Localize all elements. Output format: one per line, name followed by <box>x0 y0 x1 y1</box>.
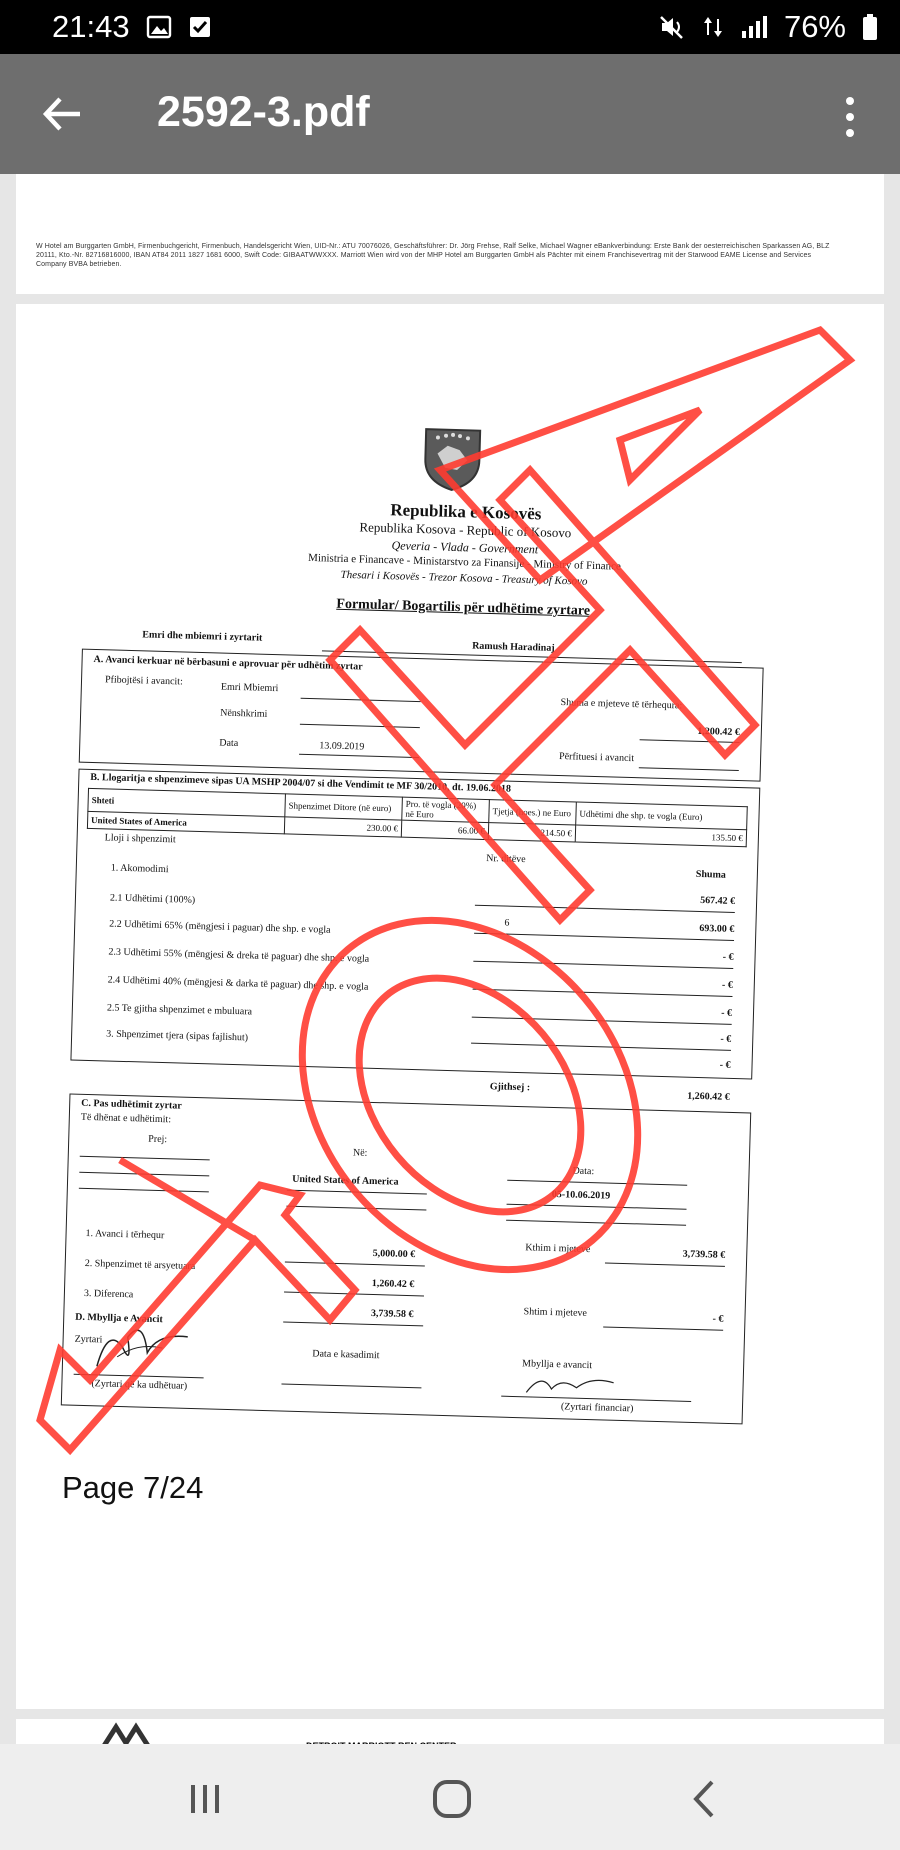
arrow-left-icon <box>38 90 86 138</box>
status-left <box>52 9 212 45</box>
list-item-amount: 567.42 € <box>699 894 736 907</box>
doc-header-line1: Republika e Kosovës <box>390 500 542 524</box>
return-value: 3,739.58 € <box>682 1248 726 1261</box>
total-label: Gjithsej : <box>489 1081 531 1094</box>
total-value: 1,260.42 € <box>687 1090 730 1103</box>
row1-label: 1. Avanci i tërhequr <box>85 1227 165 1242</box>
section-c-title: C. Pas udhëtimit zyrtar <box>81 1097 182 1112</box>
name-label: Emri Mbiemri <box>220 681 279 695</box>
page-indicator: Page 7/24 <box>62 1470 204 1505</box>
sign-label: Zyrtari <box>74 1333 103 1346</box>
list-item: 2.2 Udhëtimi 65% (mëngjesi i paguar) dhe shp. e vogla <box>109 918 331 936</box>
nav-back-button[interactable] <box>680 1774 730 1824</box>
list-item-amount: - € <box>720 1033 732 1045</box>
row3-value: 3,739.58 € <box>370 1307 414 1321</box>
status-time: 21:43 <box>52 9 130 44</box>
sign-caption: (Zyrtari që ka udhëtuar) <box>91 1378 188 1392</box>
signature-image-icon <box>87 1316 199 1379</box>
to-value: United States of America <box>292 1173 399 1188</box>
col-country: Shteti <box>88 788 286 816</box>
list-item-days: 6 <box>504 917 510 929</box>
nav-back-icon <box>680 1774 730 1824</box>
row-paid: 135.50 € <box>575 825 746 847</box>
row-pct: 66.00 € <box>401 820 488 839</box>
document-title: 2592-3.pdf <box>157 88 370 136</box>
to-label: Në: <box>352 1147 368 1159</box>
list-item-amount: 693.00 € <box>699 922 735 935</box>
home-icon <box>427 1774 477 1824</box>
data-icon <box>702 13 724 41</box>
c-date-label: Data: <box>572 1165 595 1178</box>
approver-label: Përfituesi i avancit <box>558 751 635 765</box>
fin-caption: (Zyrtari financiar) <box>560 1401 634 1415</box>
row2-value: 1,260.42 € <box>371 1277 415 1291</box>
section-d-title: D. Mbyllja e Avancit <box>75 1311 163 1326</box>
kosovo-crest-icon <box>416 423 488 495</box>
navigation-bar <box>0 1744 900 1850</box>
row3-label: 3. Diferenca <box>83 1287 134 1301</box>
pay-value: - € <box>712 1313 724 1325</box>
return-label: Kthim i mjeteve <box>525 1242 591 1256</box>
row2-label: 2. Shpenzimet të arsyetuara <box>84 1257 196 1273</box>
list-item: 3. Shpenzimet tjera (sipas fajlishut) <box>106 1028 249 1044</box>
row-rate: 230.00 € <box>284 817 401 837</box>
mute-icon <box>658 13 686 41</box>
doc-header-line2: Republika Kosova - Republic of Kosovo <box>359 519 572 541</box>
col-rate: Shpenzimet Ditore (në euro) <box>285 794 403 820</box>
list-item: 2.5 Te gjitha shpenzimet e mbuluara <box>106 1002 253 1018</box>
expense-type-label: Lloji i shpenzimit <box>104 832 176 846</box>
list-item: 1. Akomodimi <box>110 862 169 876</box>
status-right <box>658 9 878 45</box>
section-c-sub: Të dhënat e udhëtimit: <box>80 1111 172 1126</box>
list-item-amount: - € <box>721 1007 733 1019</box>
row-other: 214.50 € <box>488 823 575 842</box>
form-title: Formular/ Bogartilis për udhëtime zyrtare <box>336 596 591 619</box>
more-vert-icon <box>838 92 862 142</box>
list-item: 2.4 Udhëtimi 40% (mëngjesi & darka të paguar) dhe shp. e vogla <box>107 974 369 993</box>
date-label: Data <box>219 737 239 750</box>
recent-apps-icon <box>180 1774 230 1824</box>
pdf-viewer[interactable] <box>0 174 900 1744</box>
image-icon <box>146 15 172 39</box>
section-a-box <box>79 649 764 782</box>
days-label: Nr. ditëve <box>486 853 526 866</box>
row1-value: 5,000.00 € <box>372 1247 416 1261</box>
doc-header-line3: Qeveria - Vlada - Government <box>391 538 539 557</box>
section-a-title: A. Avanci kerkuar në bërbasuni e aprovuar për udhëtim zyrtar <box>93 653 363 673</box>
app-bar <box>0 54 900 174</box>
recent-apps-button[interactable] <box>180 1774 230 1824</box>
amount-value: 1,200.42 € <box>697 725 740 739</box>
from-label: Prej: <box>148 1133 168 1146</box>
traveller-name: Ramush Haradinaj <box>471 640 555 654</box>
battery-percent: 76% <box>783 9 846 44</box>
pay-label: Shtim i mjeteve <box>523 1306 588 1319</box>
doc-header-line4: Ministria e Financave - Ministarstvo za Finansije - Ministry of Finance <box>307 551 622 573</box>
previous-page <box>16 174 884 294</box>
list-item-amount: - € <box>722 951 734 963</box>
recipient-label: Pfibojtësi i avancit: <box>104 674 183 688</box>
previous-page-footer: W Hotel am Burggarten GmbH, Firmenbuchgericht, Firmenbuch, Handelsgericht Wien, UID-Nr.: ATU 70076026, Geschäftsführer: Dr. Jörg Frehse, Ralf Selke, Michael Wagner eBankverbindung: Erste Bank der oesterreichischen Sparkassen AG, BLZ 20111, Kto.-Nr. 82716816000, IBAN AT84 2011 1827 1681 6000, Swift Code: GIBAATWWXXX. Marriott Wien wird von der MHP Hotel am Burggarten GmbH als Pächter mit einem Franchisevertrag mit der Starwood EAME License and Services Company BVBA betrieben. <box>36 243 830 268</box>
col-other: Tjetja (hoes.) ne Euro <box>489 800 577 825</box>
list-item: 2.3 Udhëtimi 55% (mëngjesi & dreka të paguar) dhe shp. e vogla <box>108 946 370 965</box>
signature-label: Nënshkrimi <box>220 707 268 720</box>
list-item-amount: - € <box>721 979 733 991</box>
check-box-icon <box>188 15 212 39</box>
amount-header: Shuma <box>695 868 727 881</box>
col-pct: Pro. të vogla (20%) në Euro <box>402 797 490 822</box>
more-options-button[interactable] <box>838 92 862 142</box>
status-bar <box>0 0 900 54</box>
traveller-label: Emri dhe mbiemri i zyrtarit <box>142 629 263 644</box>
list-item-amount: - € <box>719 1059 731 1071</box>
row-country: United States of America <box>87 811 284 833</box>
signal-icon <box>740 14 768 40</box>
home-button[interactable] <box>427 1774 477 1824</box>
date-value: 13.09.2019 <box>319 740 365 753</box>
fin-label: Mbyllja e avancit <box>521 1358 593 1372</box>
section-b-title: B. Llogaritja e shpenzimeve sipas UA MSHP 2004/07 si dhe Vendimit te MF 30/2010, dt. 19.06.2018 <box>90 771 512 795</box>
c-date-value: 05-10.06.2019 <box>551 1188 611 1202</box>
back-button[interactable] <box>38 90 86 138</box>
amount-label: Shuma e mjeteve të tërhequra: <box>560 697 683 712</box>
battery-icon <box>862 13 878 41</box>
d-date-label: Data e kasadimit <box>312 1348 380 1362</box>
doc-header-line5: Thesari i Kosovës - Trezor Kosova - Treasury of Kosovo <box>340 568 588 588</box>
col-paid: Udhëtimi dhe shp. te vogla (Euro) <box>576 802 748 830</box>
list-item: 2.1 Udhëtimi (100%) <box>109 892 196 906</box>
